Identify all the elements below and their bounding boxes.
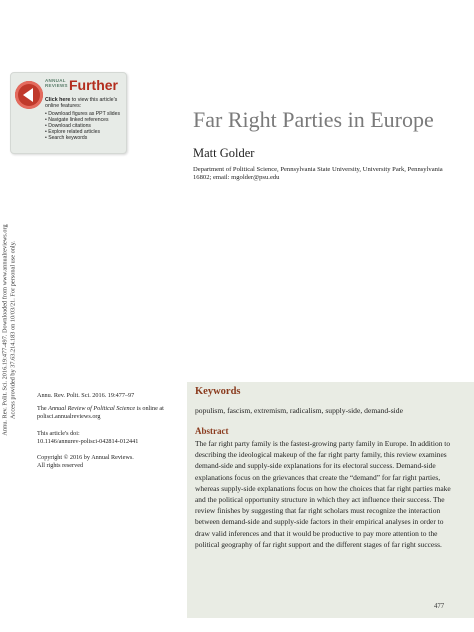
rights-text: All rights reserved xyxy=(37,461,84,469)
keywords-list: populism, fascism, extremism, radicalism, supply-side, demand-side xyxy=(195,406,403,415)
feature-list xyxy=(45,111,125,141)
doi-label: This article's doi: xyxy=(37,430,80,437)
back-arrow-icon[interactable] xyxy=(15,81,43,109)
annual-reviews-logo: ANNUAL REVIEWS xyxy=(45,78,68,88)
feature-item-references[interactable]: • Navigate linked references xyxy=(45,117,125,123)
side-note-line-1: Annu. Rev. Polit. Sci. 2016.19:477-497. Downloaded from www.annualreviews.org xyxy=(2,224,9,436)
article-title: Far Right Parties in Europe xyxy=(193,107,434,132)
feature-item-related[interactable]: • Explore related articles xyxy=(45,129,125,135)
keywords-heading: Keywords xyxy=(195,386,241,397)
feature-item-keywords[interactable]: • Search keywords xyxy=(45,135,125,141)
abstract-heading: Abstract xyxy=(195,426,229,436)
page-number: 477 xyxy=(434,603,445,610)
click-here-link[interactable]: Click here xyxy=(45,97,71,103)
doi-block xyxy=(37,430,177,446)
journal-name: Annual Review of Political Science xyxy=(48,405,136,412)
doi-value[interactable]: 10.1146/annurev-polisci-042814-012441 xyxy=(37,437,139,445)
further-online-features-box[interactable] xyxy=(10,72,127,154)
download-side-note xyxy=(1,180,19,480)
feature-item-citations[interactable]: • Download citations xyxy=(45,123,125,129)
feature-item-ppt[interactable]: • Download figures as PPT slides xyxy=(45,111,125,117)
author-name: Matt Golder xyxy=(193,146,255,160)
copyright-text: Copyright © 2016 by Annual Reviews. xyxy=(37,454,134,461)
side-note-line-2: Access provided by 37.63.214.183 on 10/03/21. For personal use only. xyxy=(10,241,17,419)
further-description: Click here to view this article's online features: xyxy=(45,97,118,110)
journal-online-note: The Annual Review of Political Science is online at polisci.annualreviews.org xyxy=(37,405,164,420)
further-title: Further xyxy=(69,77,118,93)
copyright-block xyxy=(37,454,177,470)
abstract-body: The far right party family is the fastest-growing party family in Europe. In addition to describing the ideological makeup of the far right party family, this review examines demand-side and supply-side explanations for its electoral success. Demand-side explanations focus on the grievances that create the “demand” for far right parties, whereas supply-side explanations focus on how the choices that far right parties make and the political opportunity structure in which they act influence their success. The review finishes by suggesting that far right scholars must recognize the interaction between demand-side and supply-side factors in their empirical analyses in order to draw valid inferences and that it would be productive to pay more attention to the political geography of far right support and the different stages of far right success. xyxy=(195,439,451,549)
citation: Annu. Rev. Polit. Sci. 2016. 19:477–97 xyxy=(37,392,135,399)
author-affiliation: Department of Political Science, Pennsylvania State University, University Park, Pennsylvania 16802; email: mgolder@psu.edu xyxy=(193,166,443,182)
